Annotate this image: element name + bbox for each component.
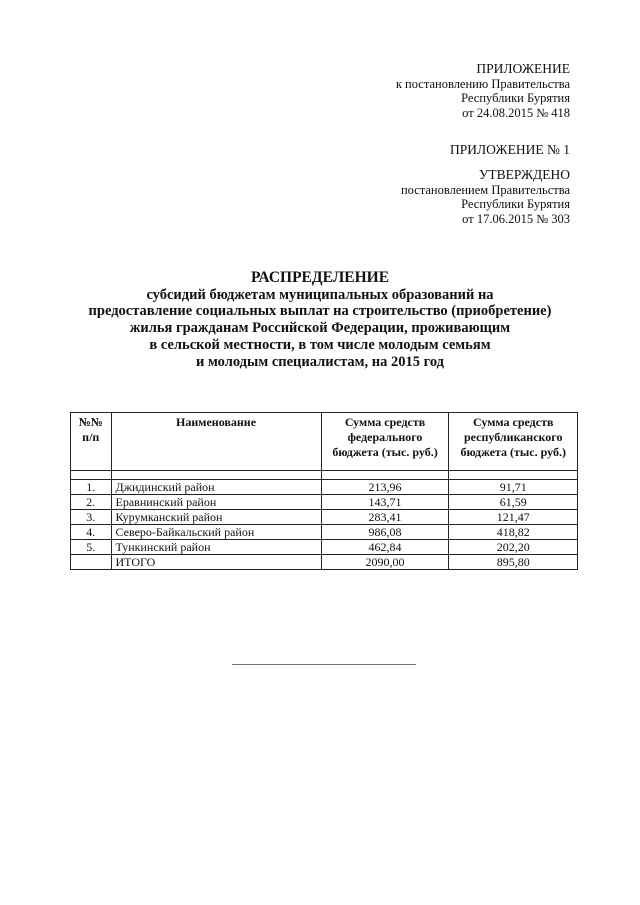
title-main: РАСПРЕДЕЛЕНИЕ — [250, 269, 390, 286]
header-num-line2: п/п — [82, 430, 100, 444]
row-number: 2. — [71, 495, 112, 510]
republic-amount: 418,82 — [449, 525, 578, 540]
header-num-line1: №№ — [78, 415, 103, 429]
federal-amount: 283,41 — [321, 510, 449, 525]
republic-amount: 121,47 — [449, 510, 578, 525]
header-republic-line1: Сумма средств — [473, 415, 554, 429]
district-name: Северо-Байкальский район — [111, 525, 321, 540]
row-number: 1. — [71, 480, 112, 495]
total-label: ИТОГО — [111, 555, 321, 570]
district-name: Курумканский район — [111, 510, 321, 525]
approved-label: УТВЕРЖДЕНО — [478, 167, 570, 182]
table-total-row — [71, 555, 578, 570]
header-federal-line1: Сумма средств — [344, 415, 426, 429]
row-number: 3. — [71, 510, 112, 525]
approved-block — [401, 168, 570, 226]
header-republic-line2: республиканского — [464, 430, 563, 444]
appendix-number-block — [450, 143, 570, 158]
republic-amount: 91,71 — [449, 480, 578, 495]
district-name: Тункинский район — [111, 540, 321, 555]
header-name-label: Наименование — [176, 415, 257, 429]
title-line-2: предоставление социальных выплат на строительство (приобретение) — [88, 303, 552, 320]
header-republic-line3: бюджета (тыс. руб.) — [460, 445, 566, 459]
header-federal — [321, 413, 449, 471]
title-line-4: в сельской местности, в том числе молодым семьям — [149, 336, 491, 353]
header-block — [396, 62, 570, 120]
header-num — [71, 413, 112, 471]
header-federal-line3: бюджета (тыс. руб.) — [332, 445, 438, 459]
header-federal-line2: федерального — [347, 430, 423, 444]
table-row — [71, 525, 578, 540]
table-row — [71, 510, 578, 525]
document-title — [0, 270, 640, 370]
federal-amount: 213,96 — [321, 480, 449, 495]
row-number: 4. — [71, 525, 112, 540]
approved-line: постановлением Правительства — [400, 182, 570, 197]
table-row — [71, 495, 578, 510]
district-name: Джидинский район — [111, 480, 321, 495]
resolution-date: от 24.08.2015 № 418 — [462, 105, 570, 120]
federal-amount: 986,08 — [321, 525, 449, 540]
republic-amount: 61,59 — [449, 495, 578, 510]
spacer-cell — [71, 471, 112, 480]
footer-divider — [232, 664, 416, 665]
header-name — [111, 413, 321, 471]
appendix-label: ПРИЛОЖЕНИЕ — [476, 61, 570, 76]
resolution-line: к постановлению Правительства — [395, 76, 570, 91]
federal-amount: 143,71 — [321, 495, 449, 510]
federal-amount: 462,84 — [321, 540, 449, 555]
total-number — [71, 555, 112, 570]
approved-republic: Республики Бурятия — [461, 197, 570, 211]
spacer-cell — [449, 471, 578, 480]
table-row — [71, 480, 578, 495]
row-number: 5. — [71, 540, 112, 555]
republic-amount: 202,20 — [449, 540, 578, 555]
spacer-cell — [321, 471, 449, 480]
total-federal: 2090,00 — [321, 555, 449, 570]
distribution-table — [70, 412, 578, 570]
spacer-cell — [111, 471, 321, 480]
appendix-number: ПРИЛОЖЕНИЕ № 1 — [449, 142, 570, 157]
title-line-1: субсидий бюджетам муниципальных образований на — [146, 286, 494, 303]
table-header-row — [71, 413, 578, 471]
title-line-5: и молодым специалистам, на 2015 год — [195, 353, 444, 370]
republic-line: Республики Бурятия — [461, 91, 570, 105]
table-row — [71, 540, 578, 555]
title-line-3: жилья гражданам Российской Федерации, проживающим — [129, 320, 511, 337]
table-spacer-row — [71, 471, 578, 480]
header-republic — [449, 413, 578, 471]
district-name: Еравнинский район — [111, 495, 321, 510]
approved-date: от 17.06.2015 № 303 — [462, 211, 570, 226]
total-republic: 895,80 — [449, 555, 578, 570]
